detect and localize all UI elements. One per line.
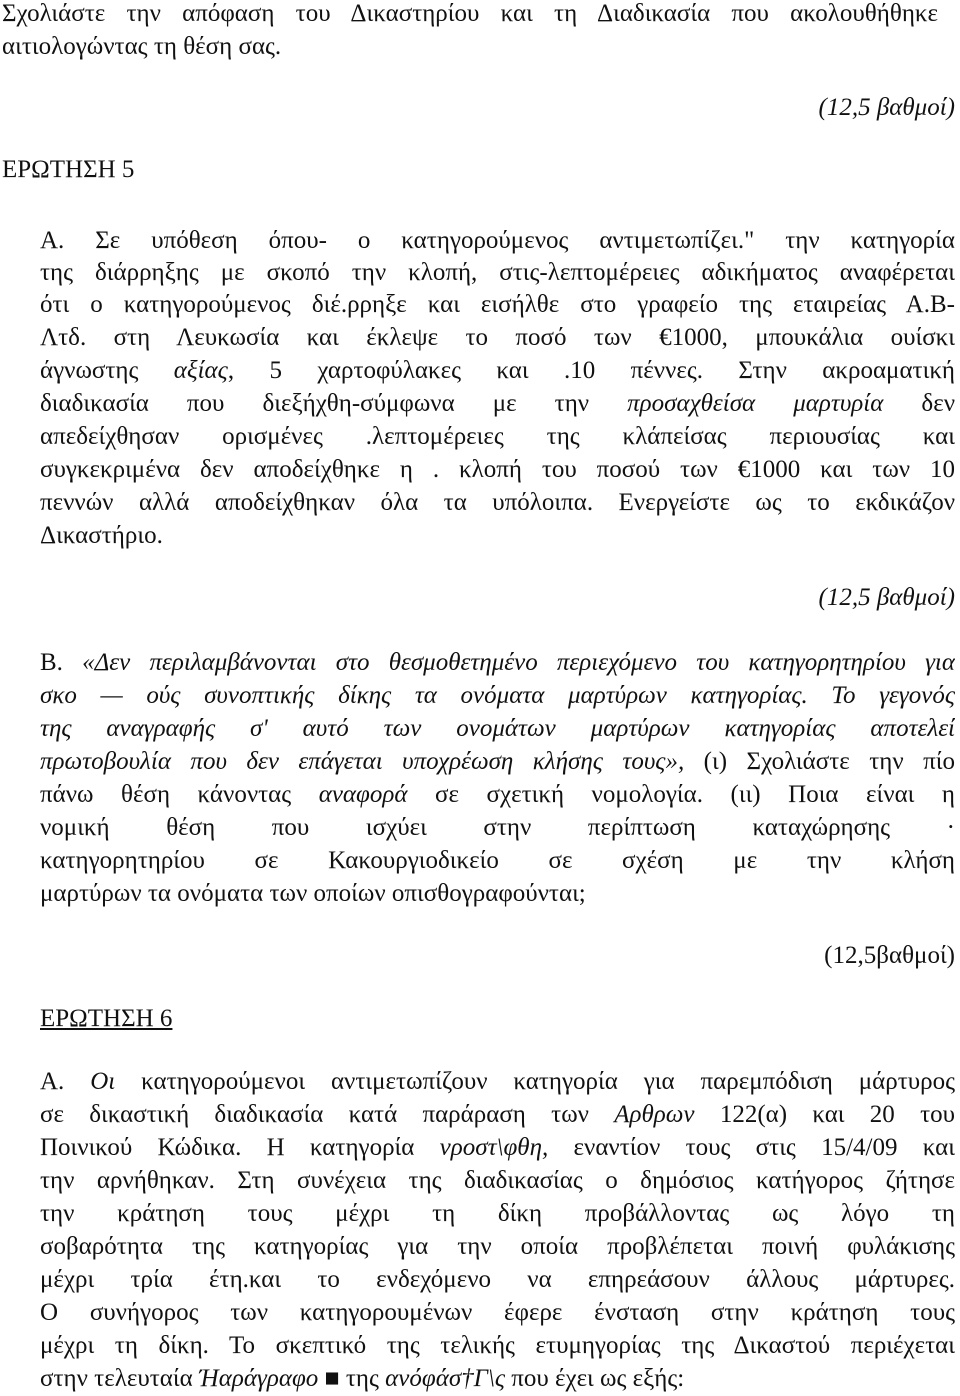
question-line: Δικαστήριο. [40,522,163,549]
question-line: την κράτηση τους μέχρι τη δίκη προβάλλοντας ως λόγο τη [40,1200,955,1227]
text-segment: 122(α) και 20 του [694,1101,955,1128]
text-segment: δεν [883,390,955,417]
question-line [40,778,955,811]
question-line: νομική θέση που ισχύει στην περίπτωση καταχώρησης · [40,814,955,841]
italic-segment: προσαχθείσα μαρτυρία [627,390,884,417]
italic-segment: αξίας [173,357,228,384]
question-line: μέχρι τρία έτη.και το ενδεχόμενο να επηρεάσουν άλλους μάρτυρες. [40,1266,955,1293]
question-line [40,745,955,778]
text-segment: εναντίον τους στις 15/4/09 και [548,1134,955,1161]
italic-segment: Αρθρων [614,1101,695,1128]
text-segment: σε σχετική νομολογία. (ιι) Ποια είναι η [407,781,955,808]
question-line: Λτδ. στη Λευκωσία και έκλεψε το ποσό των €1000, μπουκάλια ουίσκι [40,324,955,351]
question-line [40,354,955,387]
previous-question-line: αιτιολογώντας τη θέση σας. [2,33,282,60]
text-segment: Α. [40,1068,91,1095]
text-segment: Β. [40,649,83,676]
marks-label: (12,5 βαθμοί) [818,584,955,611]
text-segment: στην τελευταία [40,1365,199,1392]
italic-segment: Οι [90,1068,116,1095]
question-heading: ΕΡΩΤΗΣΗ 6 [40,1005,173,1032]
question-line [40,1362,955,1395]
question-line: μαρτύρων τα ονόματα των οποίων οπισθογραφούνται; [40,880,586,907]
question-line [40,646,955,679]
question-line: πεννών αλλά αποδείχθηκαν όλα τα υπόλοιπα. Ενεργείστε ως το εκδικάζον [40,489,955,516]
marks-label: (12,5 βαθμοί) [818,94,955,121]
question-line: της διάρρηξης με σκοπό την κλοπή, στις-λεπτομέρειες αδικήματος αναφέρεται [40,259,955,286]
text-segment: (ι) Σχολιάστε την πίο [703,748,955,775]
question-line: συγκεκριμένα δεν αποδείχθηκε η . κλοπή του ποσού των €1000 και των 10 [40,456,955,483]
question-line [40,1131,955,1164]
italic-segment: αναφορά [318,781,408,808]
text-segment: κατηγορούμενοι αντιμετωπίζουν κατηγορία για παρεμπόδιση μάρτυρος [115,1068,955,1095]
previous-question-line: Σχολιάστε την απόφαση του Δικαστηρίου και τη Διαδικασία που ακολουθήθηκε [2,0,938,27]
text-segment: διαδικασία που διεξήχθη-σύμφωνα με την [40,390,628,417]
text-segment: πάνω θέση κάνοντας [40,781,319,808]
text-segment: , 5 χαρτοφύλακες και .10 πέννες. Στην ακροαματική [227,357,955,384]
question-line: ότι ο κατηγορούμενος διέ.ρρηξε και εισήλθε στο γραφείο της εταιρείας Α.Β- [40,291,955,318]
text-segment: που έχει ως εξής: [504,1365,685,1392]
text-segment: ■ της [318,1365,386,1392]
question-line: την αρνήθηκαν. Στη συνέχεια της διαδικασίας ο δημόσιος κατήγορος ζήτησε [40,1167,955,1194]
question-line [40,1065,955,1098]
italic-segment: Ήαράγραφο [198,1365,319,1392]
question-line: μέχρι τη δίκη. Το σκεπτικό της τελικής ετυμηγορίας της Δικαστού περιέχεται [40,1332,955,1359]
question-line: κατηγορητηρίου σε Κακουργιοδικείο σε σχέση με την κλήση [40,847,955,874]
text-segment: σε δικαστική διαδικασία κατά παράραση των [40,1101,615,1128]
italic-segment: «Δεν περιλαμβάνονται στο θεσμοθετημένο περιεχόμενο του κατηγορητηρίου για [82,649,955,676]
question-line: Ο συνήγορος των κατηγορουμένων έφερε ένσταση στην κράτηση τους [40,1299,955,1326]
question-heading: ΕΡΩΤΗΣΗ 5 [2,156,135,183]
italic-segment: ανόφάσ†Γ\ς [385,1365,505,1392]
question-line: απεδείχθησαν ορισμένες .λεπτομέρειες της κλάπείσας περιουσίας και [40,423,955,450]
text-segment: Ποινικού Κώδικα. Η κατηγορία [40,1134,440,1161]
question-line [40,387,955,420]
question-line: σκο — ούς συνοπτικής δίκης τα ονόματα μαρτύρων κατηγορίας. Το γεγονός [40,682,955,709]
question-line: Α. Σε υπόθεση όπου- ο κατηγορούμενος αντιμετωπίζει." την κατηγορία [40,227,955,254]
question-line: σοβαρότητα της κατηγορίας για την οποία προβλέπεται ποινή φυλάκισης [40,1233,955,1260]
italic-segment: νροστ\φθη, [439,1134,549,1161]
question-line [40,1098,955,1131]
italic-segment: πρωτοβουλία που δεν επάγεται υποχρέωση κλήσης τους», [40,748,704,775]
question-line: της αναγραφής σ' αυτό των ονομάτων μαρτύρων κατηγορίας αποτελεί [40,715,955,742]
text-segment: άγνωστης [40,357,174,384]
marks-label: (12,5βαθμοί) [824,942,955,969]
